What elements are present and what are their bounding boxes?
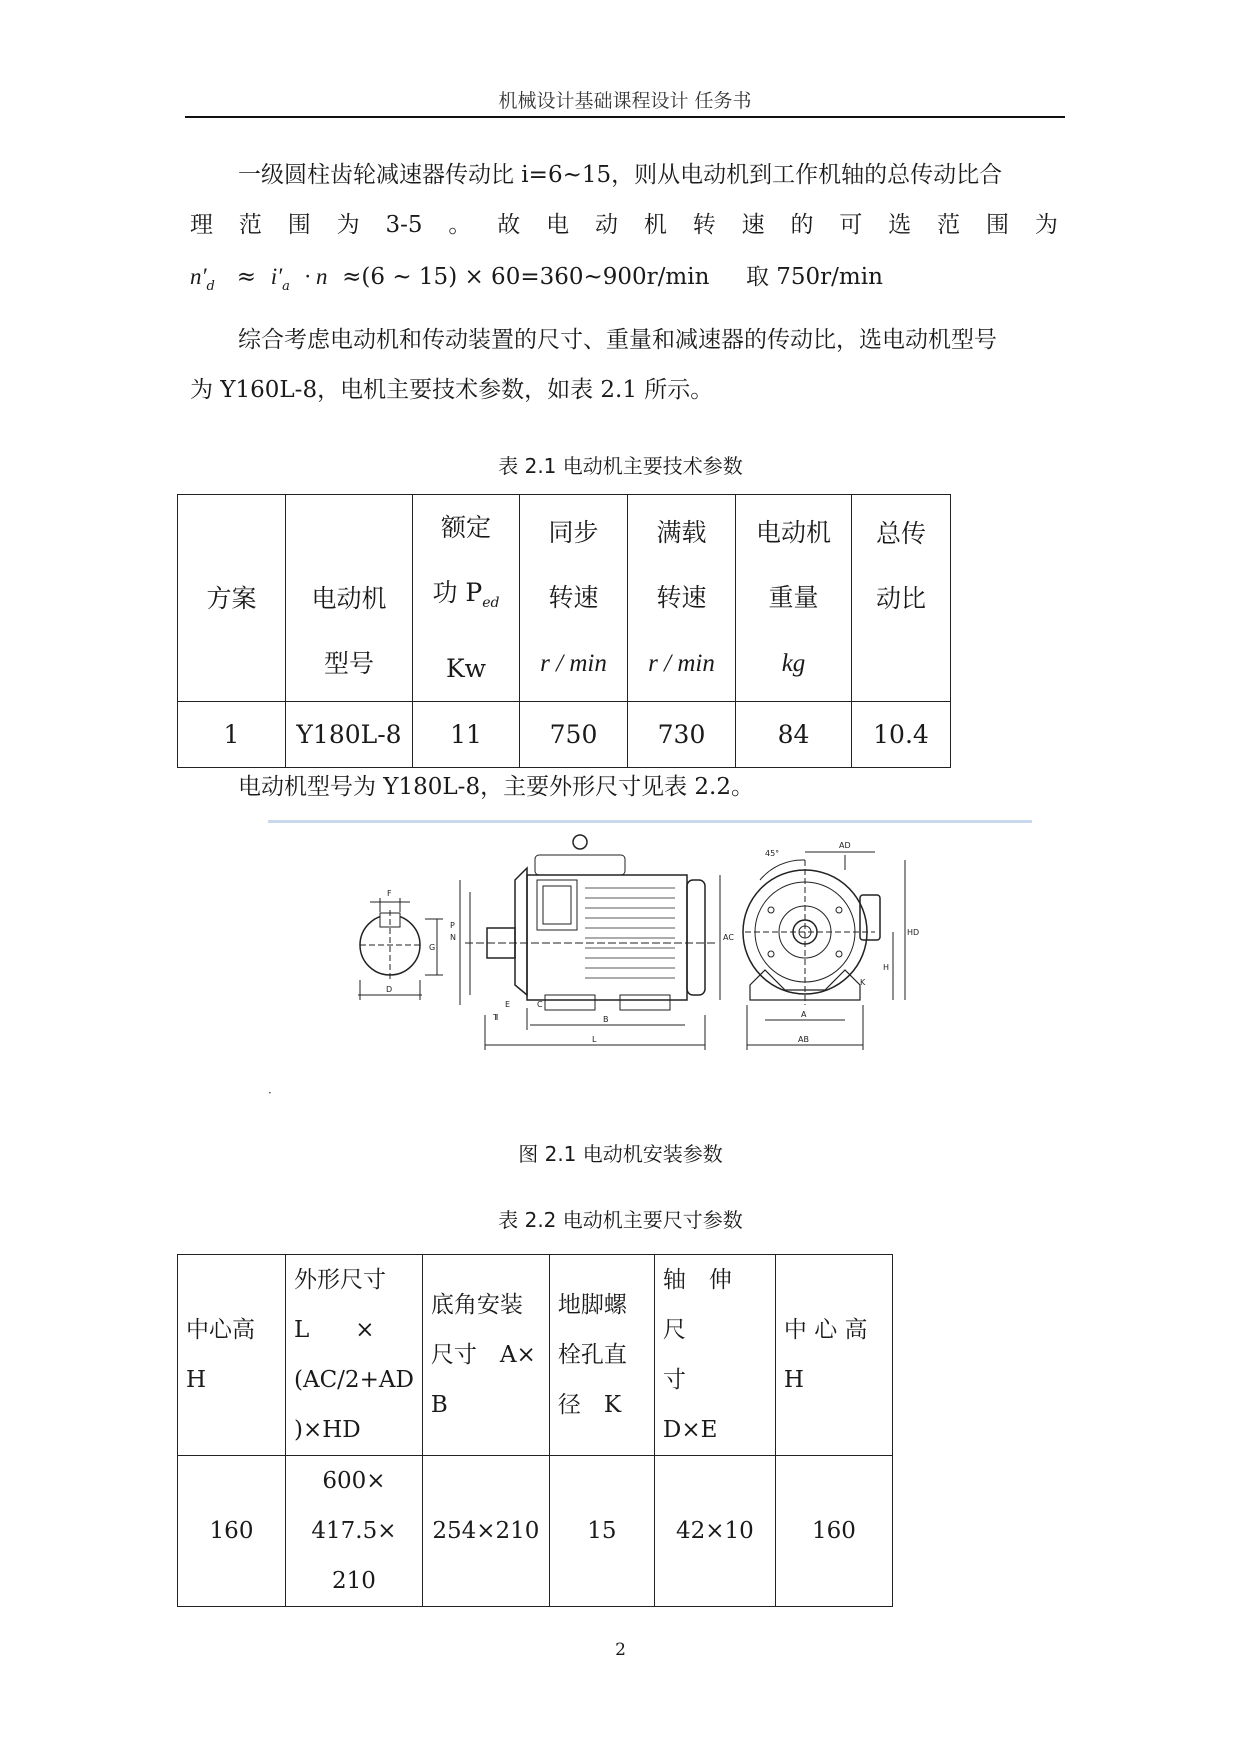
formula-i: i′ [270, 264, 283, 289]
figure-caption: 图 2.1 电动机安装参数 [518, 1142, 723, 1166]
table-cell: 730 [628, 702, 736, 768]
dim-label-HD: HD [907, 928, 920, 937]
motor-side-view [450, 835, 734, 1050]
justified-token: 围 [986, 212, 1010, 238]
header-rule [185, 116, 1065, 118]
dim-label-C: C [537, 1000, 543, 1009]
header-cell-sync-speed: 同步 转速 r / min [520, 495, 628, 702]
formula-expression: (6 ~ 15) × 60=360~900r/min [361, 264, 710, 290]
paragraph-motor-selection [190, 315, 1058, 415]
document-header: 机械设计基础课程设计 任务书 [498, 90, 752, 112]
table-cell: 15 [549, 1456, 654, 1607]
header-cell-shaft-extension: 轴 伸 尺 寸 D×E [654, 1255, 775, 1456]
header-cell-bolt-hole: 地脚螺 栓孔直 径 K [549, 1255, 654, 1456]
dim-label-AD: AD [839, 841, 851, 850]
table-cell: 1 [178, 702, 286, 768]
table-cell: 254×210 [422, 1456, 549, 1607]
justified-token: 为 [1034, 212, 1058, 238]
header-cell-center-height-2: 中 心 高 H [775, 1255, 892, 1456]
header-cell-scheme: 方案 [178, 495, 286, 702]
header-cell-model: 电动机 型号 [286, 495, 413, 702]
page-number: 2 [615, 1640, 626, 1660]
rated-power-label: 功 $P_{ed}$ [432, 578, 500, 611]
paragraph-transmission-ratio [190, 150, 1058, 250]
formula-i-sub: a [282, 279, 290, 294]
paragraph-line: 综合考虑电动机和传动装置的尺寸、重量和减速器的传动比，选电动机型号 [238, 327, 997, 353]
formula-n: n′ [190, 264, 207, 289]
paragraph-line: 电动机型号为 Y180L-8，主要外形尺寸见表 2.2。 [238, 774, 754, 800]
formula-dot-n: · n [304, 264, 328, 289]
header-cell-motor-weight: 电动机 重量 kg [736, 495, 852, 702]
dim-label-N: N [450, 933, 456, 942]
motor-tech-params-table [177, 494, 951, 768]
dim-label-K: K [860, 978, 866, 987]
justified-token: 3-5 [385, 212, 423, 238]
dim-label-L: L [592, 1035, 597, 1044]
table1-caption: 表 2.1 电动机主要技术参数 [498, 454, 743, 478]
justified-token: 范 [937, 212, 961, 238]
table-header-row [178, 1255, 893, 1456]
dim-label-AB: AB [798, 1035, 809, 1044]
motor-dimension-table [177, 1254, 893, 1607]
table-row [178, 1456, 893, 1607]
justified-token: 故 [497, 212, 521, 238]
justified-token: 可 [839, 212, 863, 238]
dim-label-P: P [450, 921, 455, 930]
dim-label-T: T [493, 1013, 498, 1022]
justified-token: 范 [238, 212, 262, 238]
stray-mark: · [268, 1086, 272, 1100]
justified-token: 机 [643, 212, 667, 238]
table-cell: 750 [520, 702, 628, 768]
table-cell: 10.4 [852, 702, 951, 768]
header-cell-mounting-size: 底角安装 尺寸 A× B [422, 1255, 549, 1456]
justified-token: 理 [190, 212, 213, 238]
motor-installation-drawing [265, 820, 1035, 1065]
dim-label-AC: AC [723, 933, 734, 942]
justified-token: 为 [336, 212, 360, 238]
dim-label-B: B [603, 1015, 609, 1024]
header-cell-total-ratio: 总传 动比 [852, 495, 951, 702]
dim-label-F: F [387, 889, 392, 898]
table-cell: 160 [178, 1456, 286, 1607]
shaft-end-view [358, 889, 443, 1000]
justified-token: 选 [888, 212, 912, 238]
header-cell-rated-power: 额定 功 $P_{ed}$ Kw [413, 495, 520, 702]
justified-token: 的 [790, 212, 814, 238]
table-cell: 600× 417.5× 210 [286, 1456, 423, 1607]
justified-token: 转 [692, 212, 716, 238]
paragraph-line: 一级圆柱齿轮减速器传动比 i=6~15，则从电动机到工作机轴的总传动比合 [238, 162, 1003, 188]
paragraph-dimension-intro [190, 762, 1058, 812]
header-cell-center-height: 中心高 H [178, 1255, 286, 1456]
paragraph-line: 为 Y160L-8，电机主要技术参数，如表 2.1 所示。 [190, 377, 714, 403]
table2-caption: 表 2.2 电动机主要尺寸参数 [498, 1208, 743, 1232]
justified-token: 速 [741, 212, 765, 238]
table-cell: 42×10 [654, 1456, 775, 1607]
table-cell: 84 [736, 702, 852, 768]
formula-n-sub: d [206, 279, 215, 294]
formula-selected-speed: 取 750r/min [745, 264, 883, 290]
header-cell-full-load-speed: 满载 转速 r / min [628, 495, 736, 702]
dim-label-A: A [801, 1010, 807, 1019]
table-cell: 11 [413, 702, 520, 768]
dim-label-D: D [386, 985, 393, 994]
dim-label-E: E [505, 1000, 511, 1009]
justified-token: 动 [595, 212, 619, 238]
dim-label-G: G [429, 943, 436, 952]
formula-approx-symbol-2: ≈ [342, 264, 362, 290]
speed-range-formula [190, 258, 883, 294]
header-cell-overall-size: 外形尺寸 L × (AC/2+AD )×HD [286, 1255, 423, 1456]
formula-approx-symbol: ≈ [236, 264, 257, 290]
justified-token: 。 [448, 212, 472, 238]
justified-token: 围 [287, 212, 311, 238]
dim-label-45deg: 45° [765, 849, 780, 858]
table-header-row [178, 495, 951, 702]
table-row [178, 702, 951, 768]
justified-token: 电 [546, 212, 570, 238]
table-cell: 160 [775, 1456, 892, 1607]
motor-front-view [743, 841, 919, 1050]
paragraph-justified-line [190, 200, 1058, 250]
dim-label-H: H [883, 963, 890, 972]
table-cell: Y180L-8 [286, 702, 413, 768]
